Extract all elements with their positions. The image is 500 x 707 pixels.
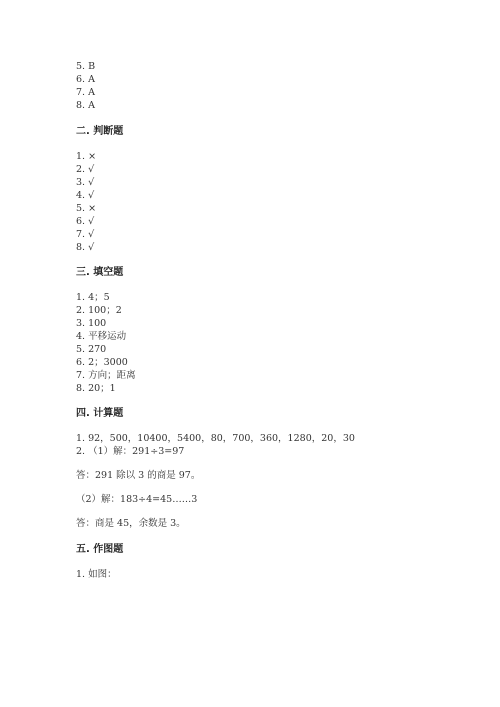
answer-line: 7. A <box>76 87 95 98</box>
answer-line: 3. √ <box>76 177 95 188</box>
section-heading-fill-blank: 三. 填空题 <box>76 267 124 278</box>
answer-line: 8. √ <box>76 242 95 253</box>
answer-line: 1. 4；5 <box>76 292 110 303</box>
answer-line: 1. 如图： <box>76 569 117 580</box>
answer-line: 1. × <box>76 151 97 162</box>
answer-line: 3. 100 <box>76 318 107 329</box>
answer-line: 5. B <box>76 61 96 72</box>
answer-line: 6. √ <box>76 216 95 227</box>
answer-line: 2. 100；2 <box>76 305 122 316</box>
answer-line: （2）解：183÷4=45……3 <box>76 494 198 505</box>
answer-line: 7. √ <box>76 229 95 240</box>
answer-line: 4. 平移运动 <box>76 331 127 342</box>
answer-line: 5. × <box>76 203 97 214</box>
answer-line: 1. 92，500，10400，5400，80，700，360，1280，20，30 <box>76 433 355 444</box>
answer-line: 6. 2；3000 <box>76 357 128 368</box>
answer-line: 2. （1）解：291÷3=97 <box>76 446 185 457</box>
section-heading-drawing: 五. 作图题 <box>76 544 124 555</box>
answer-line: 8. 20；1 <box>76 383 116 394</box>
answer-line: 7. 方向；距离 <box>76 370 136 381</box>
answer-line: 2. √ <box>76 164 95 175</box>
answer-line: 答：商是 45，余数是 3。 <box>76 518 186 529</box>
answer-line: 答：291 除以 3 的商是 97。 <box>76 470 201 481</box>
section-heading-judgement: 二. 判断题 <box>76 126 124 137</box>
answer-line: 6. A <box>76 74 95 85</box>
answer-line: 5. 270 <box>76 344 107 355</box>
answer-line: 8. A <box>76 100 95 111</box>
section-heading-calculation: 四. 计算题 <box>76 408 124 419</box>
answer-line: 4. √ <box>76 190 95 201</box>
